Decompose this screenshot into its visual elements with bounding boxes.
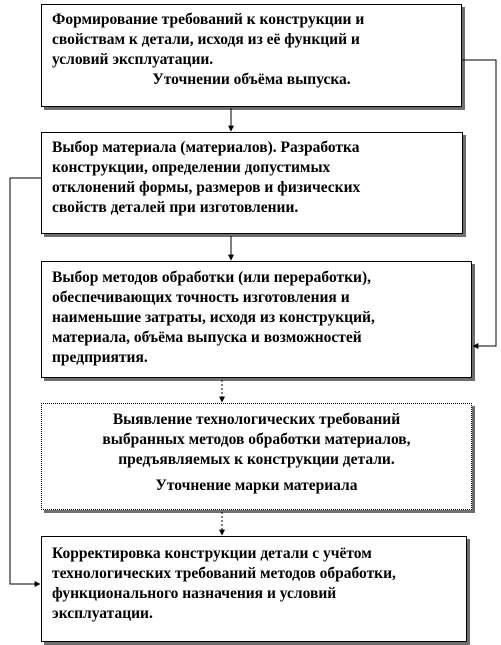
step-3-line: предприятия. (52, 349, 148, 366)
step-2-line: отклонений формы, размеров и физических (52, 179, 361, 196)
step-1-line: Формирование требований к конструкции и (52, 11, 365, 28)
step-2-line: конструкции, определении допустимых (52, 159, 331, 176)
step-1-line: условий эксплуатации. (52, 51, 214, 68)
step-3-line: обеспечивающих точность изготовления и (52, 289, 350, 306)
step-5-line: технологических требований методов обработки, (52, 565, 396, 582)
feedback-arrow-1-to-3 (462, 60, 496, 346)
step-2-line: свойств деталей при изготовлении. (52, 199, 299, 216)
step-3-line: Выбор методов обработки (или переработки), (52, 269, 372, 286)
step-4-line: выбранных методов обработки материалов, (102, 431, 411, 448)
feedback-arrow-2-to-5 (10, 178, 41, 584)
step-3-line: материала, объёма выпуска и возможностей (52, 329, 362, 346)
step-4-line: предъявляемых к конструкции детали. (118, 451, 395, 468)
step-1-subtext: Уточнении объёма выпуска. (152, 71, 351, 88)
step-5-line: Корректировка конструкции детали с учётом (52, 545, 372, 562)
step-5-line: эксплуатации. (52, 605, 153, 622)
step-5-line: функционального назначения и условий (52, 585, 337, 602)
step-1-line: свойствам к детали, исходя из её функций и (52, 31, 360, 48)
step-2-line: Выбор материала (материалов). Разработка (52, 139, 360, 156)
step-3-line: наименьшие затраты, исходя из конструкций, (52, 309, 375, 326)
step-4-subtext: Уточнение марки материала (155, 477, 358, 494)
step-4-line: Выявление технологических требований (112, 411, 401, 428)
